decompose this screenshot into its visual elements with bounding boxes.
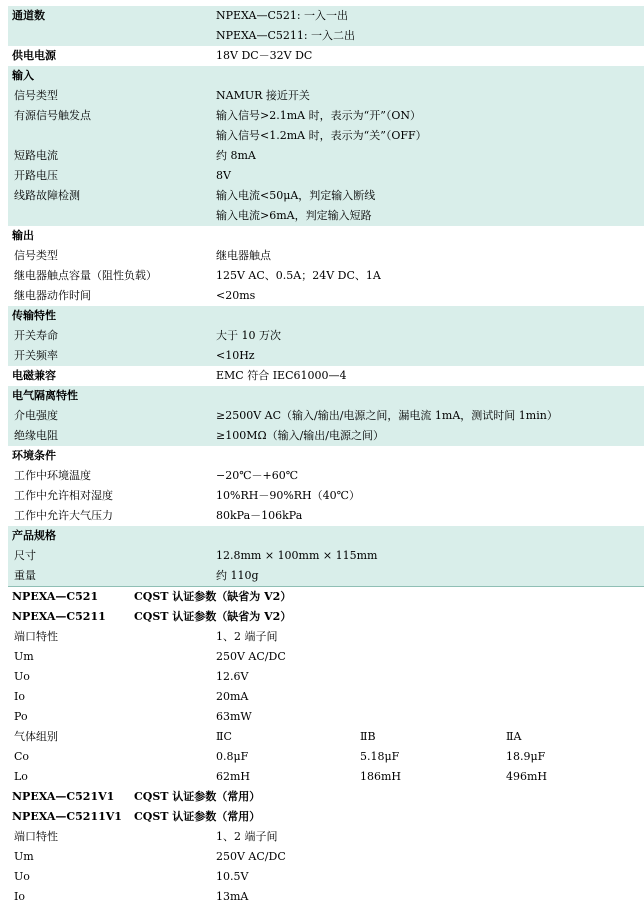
spec-value: 约 8mA	[216, 149, 256, 162]
cert1-cell: Co	[14, 750, 30, 763]
spec-row	[8, 306, 644, 326]
spec-value: −20℃－+60℃	[216, 469, 299, 482]
spec-row	[8, 526, 644, 546]
cert1-cell: Uo	[14, 670, 30, 683]
spec-row	[8, 86, 644, 106]
cert1-cell: Po	[14, 710, 28, 723]
spec-value: 输入电流>6mA，判定输入短路	[216, 209, 372, 222]
spec-row	[8, 226, 644, 246]
cert1-cell: Um	[14, 650, 34, 663]
spec-value: 输入电流<50μA，判定输入断线	[216, 189, 376, 202]
spec-row	[8, 406, 644, 426]
spec-row	[8, 166, 644, 186]
cert1-cell: 0.8μF	[216, 750, 249, 763]
cert1-title-repeat: CQST 认证参数（缺省为 V2）	[134, 610, 292, 623]
cert1-param-row	[8, 747, 644, 767]
cert2-model-b: NPEXA—C5211V1	[12, 810, 122, 823]
spec-row	[8, 126, 644, 146]
spec-row	[8, 366, 644, 386]
cert2-param-row	[8, 867, 644, 887]
spec-value: NPEXA—C521: 一入一出	[216, 9, 349, 22]
spec-label: 电气隔离特性	[12, 389, 78, 402]
spec-value: 10%RH－90%RH（40℃）	[216, 489, 360, 502]
spec-row	[8, 66, 644, 86]
spec-label: 输出	[12, 229, 34, 242]
cert2-cell: 13mA	[216, 890, 249, 903]
cert2-cell: Io	[14, 890, 25, 903]
spec-row	[8, 26, 644, 46]
spec-label: 介电强度	[14, 409, 58, 422]
cert1-param-row	[8, 767, 644, 787]
spec-value: 125V AC、0.5A；24V DC、1A	[216, 269, 381, 282]
cert2-param-row	[8, 887, 644, 907]
spec-row	[8, 386, 644, 406]
cert1-param-row	[8, 727, 644, 747]
spec-label: 传输特性	[12, 309, 56, 322]
cert2-title-repeat: CQST 认证参数（常用）	[134, 810, 261, 823]
cert2-cell: 1、2 端子间	[216, 830, 278, 843]
spec-value: 输入信号<1.2mA 时，表示为“关”（OFF）	[216, 129, 427, 142]
cert1-cell: 1、2 端子间	[216, 630, 278, 643]
spec-label: 尺寸	[14, 549, 36, 562]
spec-row	[8, 346, 644, 366]
cert1-header-row-2	[8, 607, 644, 627]
spec-value: <20ms	[216, 289, 256, 302]
spec-value: 大于 10 万次	[216, 329, 281, 342]
cert2-cell: 250V AC/DC	[216, 850, 286, 863]
cert2-cell: 10.5V	[216, 870, 249, 883]
cert1-cell: 62mH	[216, 770, 251, 783]
cert1-cell: 端口特性	[14, 630, 58, 643]
cert1-cell: 20mA	[216, 690, 249, 703]
spec-value: 18V DC－32V DC	[216, 49, 313, 62]
spec-row	[8, 6, 644, 26]
spec-value: 80kPa－106kPa	[216, 509, 303, 522]
spec-label: 线路故障检测	[14, 189, 80, 202]
cert1-cell: Lo	[14, 770, 28, 783]
spec-row	[8, 46, 644, 66]
spec-row	[8, 546, 644, 566]
spec-label: 工作中允许大气压力	[14, 509, 113, 522]
spec-value: 继电器触点	[216, 249, 271, 262]
cert1-param-section	[8, 627, 644, 787]
cert1-cell: Io	[14, 690, 25, 703]
spec-row	[8, 146, 644, 166]
cert1-cell: 496mH	[506, 770, 548, 783]
spec-label: 输入	[12, 69, 34, 82]
spec-row	[8, 446, 644, 466]
cert1-title: CQST 认证参数（缺省为 V2）	[134, 590, 292, 603]
cert1-param-row	[8, 707, 644, 727]
main-spec-section	[8, 6, 644, 586]
cert2-title: CQST 认证参数（常用）	[134, 790, 261, 803]
cert1-cell: ⅡA	[506, 730, 522, 743]
cert1-model-b: NPEXA—C5211	[12, 610, 106, 623]
spec-row	[8, 206, 644, 226]
spec-label: 继电器动作时间	[14, 289, 91, 302]
cert2-header-row	[8, 787, 644, 807]
cert2-cell: 端口特性	[14, 830, 58, 843]
spec-row	[8, 266, 644, 286]
cert1-model-a: NPEXA—C521	[12, 590, 99, 603]
spec-label: 电磁兼容	[12, 369, 56, 382]
spec-value: NPEXA—C5211: 一入二出	[216, 29, 356, 42]
spec-value: <10Hz	[216, 349, 255, 362]
spec-row	[8, 486, 644, 506]
spec-row	[8, 246, 644, 266]
cert2-param-row	[8, 847, 644, 867]
cert2-cell: Um	[14, 850, 34, 863]
cert1-cell: 气体组别	[14, 730, 58, 743]
spec-value: ≥2500V AC（输入/输出/电源之间，漏电流 1mA，测试时间 1min）	[216, 409, 558, 422]
spec-label: 开路电压	[14, 169, 58, 182]
cert2-cell: Uo	[14, 870, 30, 883]
spec-label: 重量	[14, 569, 36, 582]
spec-row	[8, 286, 644, 306]
spec-label: 通道数	[12, 9, 45, 22]
spec-row	[8, 106, 644, 126]
cert1-cell: 186mH	[360, 770, 402, 783]
spec-label: 绝缘电阻	[14, 429, 58, 442]
spec-label: 开关寿命	[14, 329, 58, 342]
cert1-param-row	[8, 647, 644, 667]
cert1-cell: 250V AC/DC	[216, 650, 286, 663]
spec-table	[8, 6, 644, 907]
spec-value: 约 110g	[216, 569, 259, 582]
spec-value: 8V	[216, 169, 231, 182]
spec-row	[8, 466, 644, 486]
cert1-param-row	[8, 687, 644, 707]
spec-row	[8, 426, 644, 446]
spec-row	[8, 326, 644, 346]
spec-label: 工作中允许相对湿度	[14, 489, 113, 502]
spec-value: ≥100MΩ（输入/输出/电源之间）	[216, 429, 385, 442]
spec-value: 12.8mm × 100mm × 115mm	[216, 549, 378, 562]
spec-label: 有源信号触发点	[14, 109, 91, 122]
cert2-param-row	[8, 827, 644, 847]
cert1-cell: ⅡC	[216, 730, 232, 743]
spec-row	[8, 566, 644, 586]
spec-label: 短路电流	[14, 149, 58, 162]
cert1-header-row	[8, 587, 644, 607]
cert1-cell: 5.18μF	[360, 750, 400, 763]
spec-label: 继电器触点容量（阻性负载）	[14, 269, 157, 282]
cert2-param-section	[8, 827, 644, 907]
spec-row	[8, 186, 644, 206]
spec-label: 供电电源	[12, 49, 56, 62]
spec-label: 工作中环境温度	[14, 469, 91, 482]
cert2-model-a: NPEXA—C521V1	[12, 790, 115, 803]
spec-value: 输入信号>2.1mA 时，表示为“开”（ON）	[216, 109, 421, 122]
cert1-param-row	[8, 627, 644, 647]
spec-row	[8, 506, 644, 526]
spec-value: EMC 符合 IEC61000—4	[216, 369, 347, 382]
cert1-cell: 63mW	[216, 710, 252, 723]
cert1-cell: 12.6V	[216, 670, 249, 683]
cert1-cell: ⅡB	[360, 730, 376, 743]
spec-value: NAMUR 接近开关	[216, 89, 310, 102]
cert1-param-row	[8, 667, 644, 687]
spec-label: 环境条件	[12, 449, 56, 462]
spec-label: 信号类型	[14, 89, 58, 102]
spec-label: 产品规格	[12, 529, 56, 542]
spec-label: 开关频率	[14, 349, 58, 362]
cert1-cell: 18.9μF	[506, 750, 546, 763]
spec-label: 信号类型	[14, 249, 58, 262]
cert2-header-row-2	[8, 807, 644, 827]
